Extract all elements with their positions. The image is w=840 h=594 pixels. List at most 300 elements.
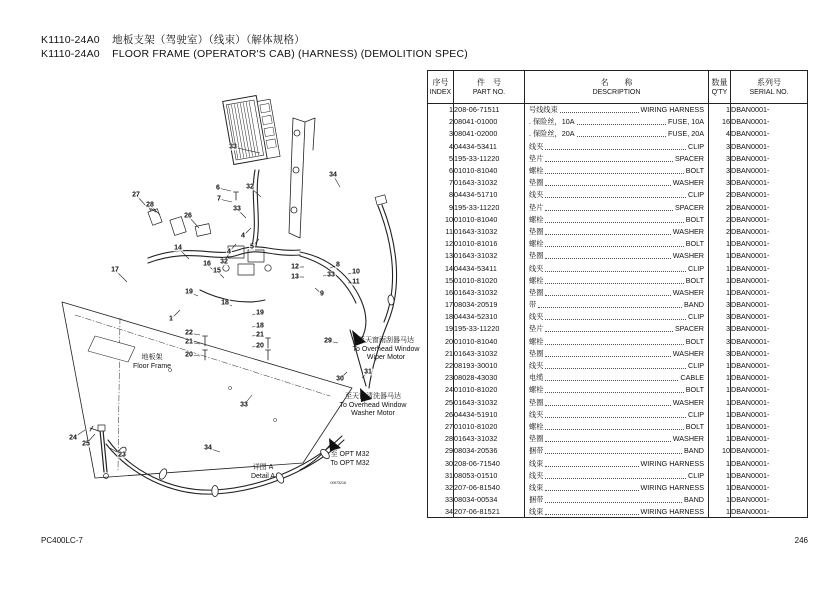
- cell-description: [525, 152, 709, 164]
- detail-a-label: 详图 A Detail A: [250, 464, 276, 480]
- description-en: WASHER: [672, 397, 704, 407]
- cell-qty: 2: [709, 189, 731, 201]
- table-row: [428, 104, 808, 116]
- description-en: CABLE: [680, 373, 704, 383]
- cell-serial-no: DBAN0001-: [731, 164, 808, 176]
- cell-qty: 1: [709, 372, 731, 384]
- table-row: [428, 225, 808, 237]
- description-cn: 螺栓: [529, 421, 544, 431]
- description-en: CLIP: [688, 312, 704, 322]
- cell-description: [525, 201, 709, 213]
- figure-code: K1110-24A0: [41, 34, 100, 46]
- callout-number: 8: [336, 261, 340, 269]
- dotted-leader: [545, 295, 670, 296]
- figure-code-en: K1110-24A0: [41, 48, 100, 60]
- description-cn: 垫圈: [529, 226, 544, 236]
- cell-qty: 1: [709, 104, 731, 116]
- description-cn: 线夹: [529, 263, 544, 273]
- dotted-leader: [545, 197, 686, 198]
- cell-serial-no: DBAN0001-: [731, 311, 808, 323]
- cell-part-no: 04434-53411: [454, 262, 525, 274]
- cell-description: [525, 286, 709, 298]
- cell-index: 16: [428, 286, 454, 298]
- dotted-leader: [545, 283, 683, 284]
- table-row: [428, 152, 808, 164]
- dotted-leader: [545, 161, 673, 162]
- cell-index: 26: [428, 408, 454, 420]
- cell-qty: 1: [709, 420, 731, 432]
- cell-serial-no: DBAN0001-: [731, 213, 808, 225]
- dotted-leader: [577, 136, 667, 137]
- dotted-leader: [545, 185, 670, 186]
- description-en: BOLT: [685, 385, 704, 395]
- cell-qty: 1: [709, 408, 731, 420]
- callout-number: 19: [185, 288, 193, 296]
- cell-serial-no: DBAN0001-: [731, 262, 808, 274]
- cell-part-no: 08034-00534: [454, 494, 525, 506]
- dotted-leader: [545, 222, 683, 223]
- col-header-index: 序号 INDEX: [428, 71, 454, 104]
- description-en: BOLT: [685, 239, 704, 249]
- cell-serial-no: DBAN0001-: [731, 481, 808, 493]
- description-en: SPACER: [674, 202, 704, 212]
- dotted-leader: [545, 429, 683, 430]
- parts-table-header: [428, 71, 808, 104]
- description-cn: 垫圈: [529, 434, 544, 444]
- cell-part-no: 01010-81040: [454, 164, 525, 176]
- cell-serial-no: DBAN0001-: [731, 347, 808, 359]
- cell-description: [525, 128, 709, 140]
- cell-part-no: 01010-81020: [454, 420, 525, 432]
- description-cn: 垫圈: [529, 287, 544, 297]
- cell-part-no: 195-33-11220: [454, 201, 525, 213]
- cell-serial-no: DBAN0001-: [731, 189, 808, 201]
- description-cn: 垫圈: [529, 397, 544, 407]
- cell-index: 34: [428, 506, 454, 518]
- cell-index: 15: [428, 274, 454, 286]
- table-row: [428, 274, 808, 286]
- cell-description: [525, 469, 709, 481]
- table-row: [428, 359, 808, 371]
- callout-number: 33: [233, 205, 241, 213]
- table-row: [428, 262, 808, 274]
- table-row: [428, 384, 808, 396]
- dotted-leader: [560, 112, 639, 113]
- callout-number: 14: [174, 244, 182, 252]
- table-row: [428, 445, 808, 457]
- description-cn: 线夹: [529, 409, 544, 419]
- table-row: [428, 250, 808, 262]
- description-cn: 螺栓: [529, 275, 544, 285]
- dotted-leader: [545, 319, 686, 320]
- description-cn: 螺栓: [529, 239, 544, 249]
- cell-serial-no: DBAN0001-: [731, 469, 808, 481]
- col-header-serial-no: 系列号 SERIAL NO.: [731, 71, 808, 104]
- cell-serial-no: DBAN0001-: [731, 274, 808, 286]
- cell-part-no: 01010-81020: [454, 274, 525, 286]
- callout-number: 26: [184, 212, 192, 220]
- callout-number: 15: [213, 267, 221, 275]
- cell-description: [525, 396, 709, 408]
- cell-qty: 3: [709, 152, 731, 164]
- callout-number: 23: [118, 451, 126, 459]
- cell-serial-no: DBAN0001-: [731, 445, 808, 457]
- description-en: CLIP: [688, 361, 704, 371]
- callout-number: 12: [291, 263, 299, 271]
- cell-index: 14: [428, 262, 454, 274]
- cell-index: 31: [428, 469, 454, 481]
- description-cn: 捆带: [529, 446, 544, 456]
- cell-index: 4: [428, 140, 454, 152]
- wiper-motor-label: 至天窗雨刮器马达 To Overhead Window Wiper Motor: [352, 337, 420, 361]
- table-row: [428, 299, 808, 311]
- cell-index: 25: [428, 396, 454, 408]
- cell-part-no: 01643-31032: [454, 396, 525, 408]
- callout-number: 28: [146, 201, 154, 209]
- cell-qty: 3: [709, 177, 731, 189]
- cell-description: [525, 445, 709, 457]
- cell-serial-no: DBAN0001-: [731, 104, 808, 116]
- description-cn: 线夹: [529, 190, 544, 200]
- cell-description: [525, 335, 709, 347]
- dotted-leader: [545, 246, 683, 247]
- table-row: [428, 164, 808, 176]
- description-cn: 线夹: [529, 361, 544, 371]
- cell-qty: 3: [709, 140, 731, 152]
- floor-frame-label: 地板架 Floor Frame: [132, 354, 172, 370]
- cell-serial-no: DBAN0001-: [731, 323, 808, 335]
- description-cn: 垫圈: [529, 348, 544, 358]
- callout-number: 10: [352, 268, 360, 276]
- cell-qty: 10: [709, 445, 731, 457]
- cell-qty: 3: [709, 335, 731, 347]
- description-cn: 电缆: [529, 373, 544, 383]
- description-en: CLIP: [688, 190, 704, 200]
- dotted-leader: [545, 417, 686, 418]
- description-en: CLIP: [688, 470, 704, 480]
- table-row: [428, 457, 808, 469]
- description-cn: 带: [529, 300, 537, 310]
- description-en: WIRING HARNESS: [640, 482, 704, 492]
- cell-description: [525, 238, 709, 250]
- cell-serial-no: DBAN0001-: [731, 359, 808, 371]
- table-row: [428, 213, 808, 225]
- description-en: WIRING HARNESS: [640, 105, 704, 115]
- callout-number: 11: [352, 278, 360, 286]
- table-row: [428, 396, 808, 408]
- cell-qty: 3: [709, 323, 731, 335]
- cell-description: [525, 359, 709, 371]
- cell-serial-no: DBAN0001-: [731, 177, 808, 189]
- cell-part-no: 208-06-71540: [454, 457, 525, 469]
- callout-number: 33: [240, 401, 248, 409]
- description-en: CLIP: [688, 141, 704, 151]
- cell-qty: 1: [709, 457, 731, 469]
- dotted-leader: [545, 466, 638, 467]
- cell-index: 24: [428, 384, 454, 396]
- cell-part-no: 208-06-71511: [454, 104, 525, 116]
- description-en: WIRING HARNESS: [640, 458, 704, 468]
- cell-serial-no: DBAN0001-: [731, 408, 808, 420]
- description-cn: 线夹: [529, 312, 544, 322]
- cell-qty: 2: [709, 201, 731, 213]
- cell-part-no: 04434-51910: [454, 408, 525, 420]
- cell-qty: 1: [709, 469, 731, 481]
- cell-serial-no: DBAN0001-: [731, 457, 808, 469]
- description-en: WASHER: [672, 348, 704, 358]
- callout-number: 4: [227, 248, 231, 256]
- cell-description: [525, 494, 709, 506]
- dotted-leader: [545, 368, 686, 369]
- dotted-leader: [545, 356, 670, 357]
- table-row: [428, 494, 808, 506]
- cell-description: [525, 177, 709, 189]
- dotted-leader: [545, 478, 686, 479]
- cell-index: 29: [428, 445, 454, 457]
- cell-description: [525, 457, 709, 469]
- cell-index: 21: [428, 347, 454, 359]
- description-en: BAND: [684, 446, 704, 456]
- dotted-leader: [545, 502, 682, 503]
- cell-serial-no: DBAN0001-: [731, 128, 808, 140]
- drawing-code: 00973218: [330, 480, 346, 485]
- cell-part-no: 08041-02000: [454, 128, 525, 140]
- cell-description: [525, 140, 709, 152]
- description-en: SPACER: [674, 153, 704, 163]
- cell-description: [525, 262, 709, 274]
- cell-part-no: 08193-30010: [454, 359, 525, 371]
- callout-number: 27: [132, 191, 140, 199]
- table-row: [428, 335, 808, 347]
- table-row: [428, 469, 808, 481]
- callout-number: 33: [327, 271, 335, 279]
- callout-number: 34: [329, 171, 337, 179]
- cell-description: [525, 408, 709, 420]
- cell-part-no: 04434-51710: [454, 189, 525, 201]
- cell-qty: 16: [709, 116, 731, 128]
- description-cn: 线夹: [529, 141, 544, 151]
- cell-description: [525, 104, 709, 116]
- dotted-leader: [545, 344, 683, 345]
- cell-serial-no: DBAN0001-: [731, 286, 808, 298]
- model-number: PC400LC-7: [41, 536, 83, 545]
- description-en: BOLT: [685, 275, 704, 285]
- dotted-leader: [545, 441, 670, 442]
- cell-serial-no: DBAN0001-: [731, 201, 808, 213]
- cell-description: [525, 347, 709, 359]
- cell-qty: 3: [709, 299, 731, 311]
- cell-qty: 1: [709, 396, 731, 408]
- table-row: [428, 238, 808, 250]
- cell-index: 33: [428, 494, 454, 506]
- cell-serial-no: DBAN0001-: [731, 238, 808, 250]
- col-header-description: 名 称 DESCRIPTION: [525, 71, 709, 104]
- cell-part-no: 04434-53411: [454, 140, 525, 152]
- cell-qty: 4: [709, 128, 731, 140]
- cell-part-no: 01010-81040: [454, 213, 525, 225]
- cell-qty: 1: [709, 494, 731, 506]
- cell-serial-no: DBAN0001-: [731, 372, 808, 384]
- cell-part-no: 01643-31032: [454, 177, 525, 189]
- callout-number: 13: [291, 273, 299, 281]
- cell-part-no: 01010-81020: [454, 384, 525, 396]
- dotted-leader: [538, 307, 682, 308]
- cell-part-no: 08053-01510: [454, 469, 525, 481]
- cell-part-no: 207-06-81540: [454, 481, 525, 493]
- description-en: BOLT: [685, 166, 704, 176]
- table-row: [428, 372, 808, 384]
- callout-number: 32: [246, 183, 254, 191]
- cell-description: [525, 116, 709, 128]
- cell-index: 19: [428, 323, 454, 335]
- dotted-leader: [545, 258, 670, 259]
- callout-number: 30: [336, 375, 344, 383]
- cell-index: 18: [428, 311, 454, 323]
- description-cn: 垫圈: [529, 178, 544, 188]
- cell-serial-no: DBAN0001-: [731, 299, 808, 311]
- callout-number: 4: [241, 232, 245, 240]
- cell-part-no: 08041-01000: [454, 116, 525, 128]
- cell-description: [525, 189, 709, 201]
- description-cn: 线夹: [529, 470, 544, 480]
- description-en: BOLT: [685, 214, 704, 224]
- dotted-leader: [545, 490, 638, 491]
- description-en: FUSE, 10A: [668, 117, 704, 127]
- cell-qty: 1: [709, 262, 731, 274]
- dotted-leader: [545, 453, 682, 454]
- description-cn: 线束: [529, 507, 544, 517]
- cell-part-no: 01643-31032: [454, 250, 525, 262]
- dotted-leader: [545, 392, 683, 393]
- callout-number: 7: [217, 195, 221, 203]
- cell-serial-no: DBAN0001-: [731, 396, 808, 408]
- callout-number: 21: [185, 338, 193, 346]
- dotted-leader: [545, 271, 686, 272]
- description-cn: 螺栓: [529, 336, 544, 346]
- cell-part-no: 207-06-81521: [454, 506, 525, 518]
- table-row: [428, 420, 808, 432]
- description-cn: . 保险丝，20A: [529, 129, 575, 139]
- cell-serial-no: DBAN0001-: [731, 225, 808, 237]
- cell-qty: 1: [709, 286, 731, 298]
- description-en: FUSE, 20A: [668, 129, 704, 139]
- description-en: WASHER: [672, 226, 704, 236]
- cell-qty: 1: [709, 238, 731, 250]
- cell-index: 12: [428, 238, 454, 250]
- description-en: BAND: [684, 300, 704, 310]
- cell-part-no: 01643-31032: [454, 225, 525, 237]
- cell-part-no: 01643-31032: [454, 347, 525, 359]
- callout-number: 16: [203, 260, 211, 268]
- cell-description: [525, 433, 709, 445]
- description-en: CLIP: [688, 263, 704, 273]
- cell-index: 3: [428, 128, 454, 140]
- callout-number: 20: [185, 351, 193, 359]
- cell-part-no: 01010-81040: [454, 335, 525, 347]
- table-row: [428, 323, 808, 335]
- description-cn: 垫片: [529, 153, 544, 163]
- cell-qty: 3: [709, 164, 731, 176]
- callout-number: 24: [69, 434, 77, 442]
- cell-description: [525, 384, 709, 396]
- description-cn: 捆带: [529, 495, 544, 505]
- description-cn: 螺栓: [529, 385, 544, 395]
- cell-part-no: 04434-52310: [454, 311, 525, 323]
- cell-index: 5: [428, 152, 454, 164]
- cell-serial-no: DBAN0001-: [731, 335, 808, 347]
- cell-description: [525, 225, 709, 237]
- cell-part-no: 08034-20519: [454, 299, 525, 311]
- description-en: CLIP: [688, 409, 704, 419]
- table-row: [428, 481, 808, 493]
- table-row: [428, 347, 808, 359]
- cell-index: 32: [428, 481, 454, 493]
- cell-index: 7: [428, 177, 454, 189]
- cell-part-no: 01010-81016: [454, 238, 525, 250]
- cell-qty: 1: [709, 481, 731, 493]
- cell-part-no: 01643-31032: [454, 433, 525, 445]
- cell-serial-no: DBAN0001-: [731, 420, 808, 432]
- callout-number: 22: [185, 329, 193, 337]
- cell-serial-no: DBAN0001-: [731, 506, 808, 518]
- callout-number: 29: [324, 337, 332, 345]
- cell-part-no: 195-33-11220: [454, 323, 525, 335]
- description-cn: 线束: [529, 458, 544, 468]
- dotted-leader: [545, 405, 670, 406]
- table-row: [428, 128, 808, 140]
- cell-qty: 1: [709, 384, 731, 396]
- cell-index: 2: [428, 116, 454, 128]
- cell-qty: 1: [709, 433, 731, 445]
- cell-serial-no: DBAN0001-: [731, 494, 808, 506]
- dotted-leader: [545, 210, 673, 211]
- dotted-leader: [577, 124, 667, 125]
- cell-index: 23: [428, 372, 454, 384]
- cell-index: 8: [428, 189, 454, 201]
- table-row: [428, 286, 808, 298]
- table-row: [428, 201, 808, 213]
- description-en: WASHER: [672, 251, 704, 261]
- description-en: SPACER: [674, 324, 704, 334]
- cell-description: [525, 323, 709, 335]
- callout-number: 19: [256, 309, 264, 317]
- cell-index: 13: [428, 250, 454, 262]
- cell-description: [525, 213, 709, 225]
- cell-description: [525, 481, 709, 493]
- callout-number: 20: [256, 342, 264, 350]
- description-en: WIRING HARNESS: [640, 507, 704, 517]
- description-en: BOLT: [685, 336, 704, 346]
- col-header-qty: 数量 Q'TY: [709, 71, 731, 104]
- cell-description: [525, 274, 709, 286]
- dotted-leader: [545, 331, 673, 332]
- cell-qty: 1: [709, 506, 731, 518]
- page-number: 246: [794, 536, 808, 545]
- parts-rows: [428, 104, 808, 518]
- callout-number: 34: [204, 444, 212, 452]
- cell-qty: 1: [709, 274, 731, 286]
- callout-number: 32: [220, 258, 228, 266]
- cell-qty: 1: [709, 250, 731, 262]
- cell-serial-no: DBAN0001-: [731, 384, 808, 396]
- description-cn: 线束: [529, 482, 544, 492]
- cell-qty: 2: [709, 213, 731, 225]
- cell-description: [525, 299, 709, 311]
- washer-motor-label: 至天窗清洗器马达 To Overhead Window Washer Motor: [339, 393, 407, 417]
- description-en: WASHER: [672, 287, 704, 297]
- table-row: [428, 311, 808, 323]
- cell-description: [525, 250, 709, 262]
